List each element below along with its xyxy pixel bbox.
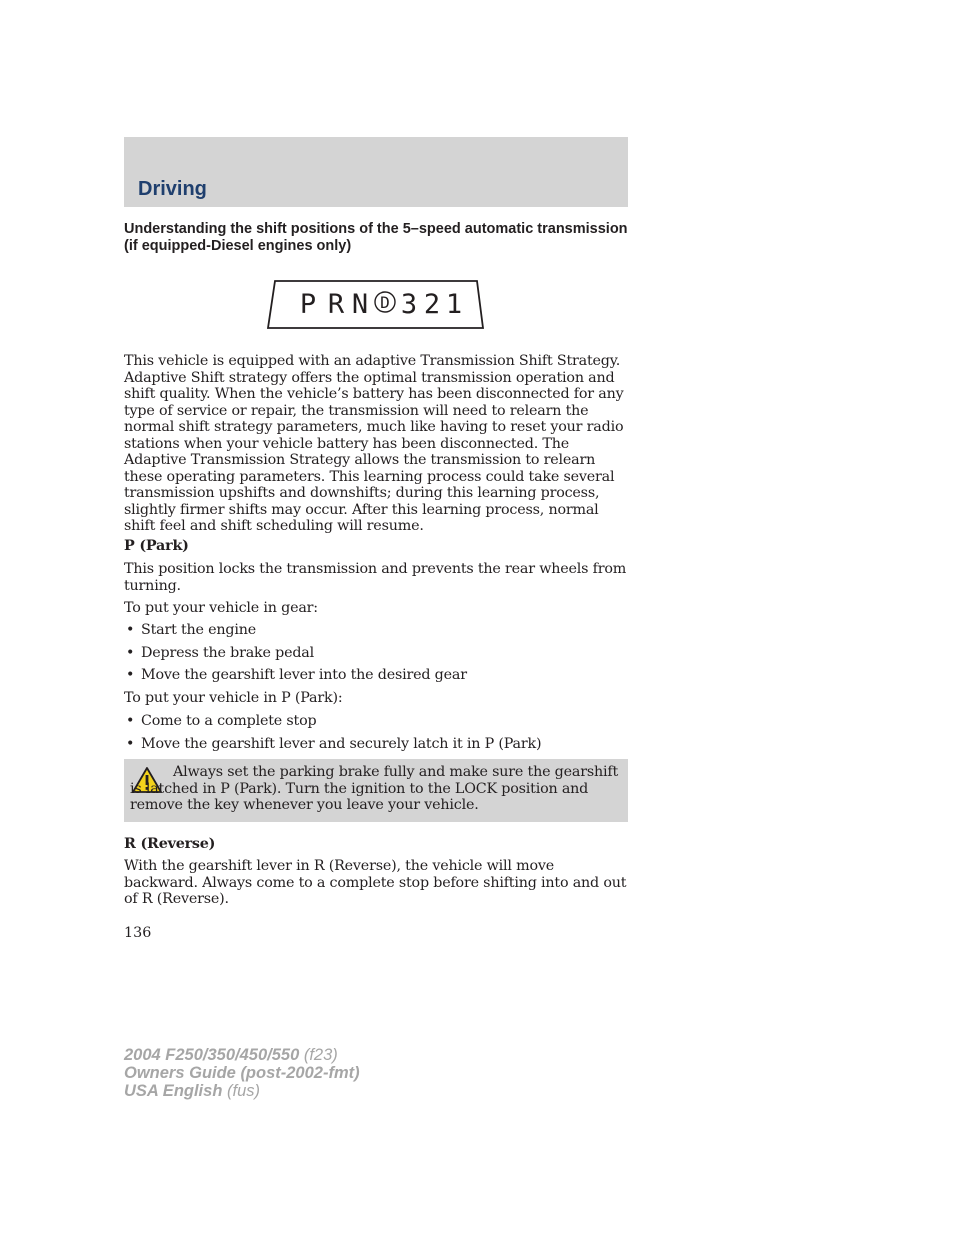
gear-position-r: R xyxy=(327,289,345,320)
section-header-band xyxy=(124,137,628,207)
gear-indicator-graphic xyxy=(266,280,486,330)
reverse-description: With the gearshift lever in R (Reverse), the vehicle will move backward. Always come to a complete stop before shifting into and out of R (Reverse). xyxy=(124,858,627,907)
park-description: This position locks the transmission and prevents the rear wheels from turning. xyxy=(124,561,627,594)
gear-position-2: 2 xyxy=(423,289,441,320)
footer-line-guide xyxy=(124,1064,360,1082)
gear-position-n: N xyxy=(351,289,369,320)
gear-position-d: D xyxy=(380,293,390,312)
section-title: Driving xyxy=(138,178,207,200)
intro-paragraph: This vehicle is equipped with an adaptive Transmission Shift Strategy. Adaptive Shift strategy offers the optimal transmission operation and shift quality. When the vehicle’s battery has been disconnected for any type of service or repair, the transmission will need to relearn the normal shift strategy parameters, much like having to reset your radio stations when your vehicle battery has been disconnected. The Adaptive Transmission Strategy allows the transmission to relearn these operating parameters. This learning process could take several transmission upshifts and downshifts; during this learning process, slightly firmer shifts may occur. After this learning process, normal shift feel and shift scheduling will resume. xyxy=(124,353,624,534)
gear-indicator xyxy=(266,280,486,330)
footer-language-code: (fus) xyxy=(227,1082,260,1100)
footer-line-model xyxy=(124,1046,360,1064)
page-heading: Understanding the shift positions of the 5–speed automatic transmission (if equipped-Diesel engines only) xyxy=(124,221,628,254)
in-gear-steps-list xyxy=(124,622,467,690)
footer-model: 2004 F250/350/450/550 xyxy=(124,1046,300,1064)
list-item: • Depress the brake pedal xyxy=(124,645,467,668)
warning-text: Always set the parking brake fully and make sure the gearshift is latched in P (Park). Turn the ignition to the LOCK position and remove the key whenever you leave your vehicle. xyxy=(130,764,619,813)
park-title: P (Park) xyxy=(124,538,189,554)
reverse-title: R (Reverse) xyxy=(124,836,216,852)
list-item: • Move the gearshift lever and securely latch it in P (Park) xyxy=(124,736,541,759)
document-footer xyxy=(124,1046,360,1100)
footer-language: USA English xyxy=(124,1082,223,1100)
footer-model-code: (f23) xyxy=(303,1046,338,1064)
in-park-steps-list xyxy=(124,713,541,758)
footer-line-language xyxy=(124,1082,360,1100)
warning-box xyxy=(124,759,628,822)
in-park-intro: To put your vehicle in P (Park): xyxy=(124,690,343,706)
in-gear-intro: To put your vehicle in gear: xyxy=(124,600,318,616)
list-item: • Start the engine xyxy=(124,622,467,645)
gear-position-p: P xyxy=(299,289,317,320)
gear-position-1: 1 xyxy=(445,289,463,320)
footer-guide: Owners Guide (post-2002-fmt) xyxy=(124,1064,360,1082)
list-item: • Come to a complete stop xyxy=(124,713,541,736)
list-item: • Move the gearshift lever into the desired gear xyxy=(124,667,467,690)
page-number: 136 xyxy=(124,925,152,941)
gear-position-3: 3 xyxy=(400,289,418,320)
